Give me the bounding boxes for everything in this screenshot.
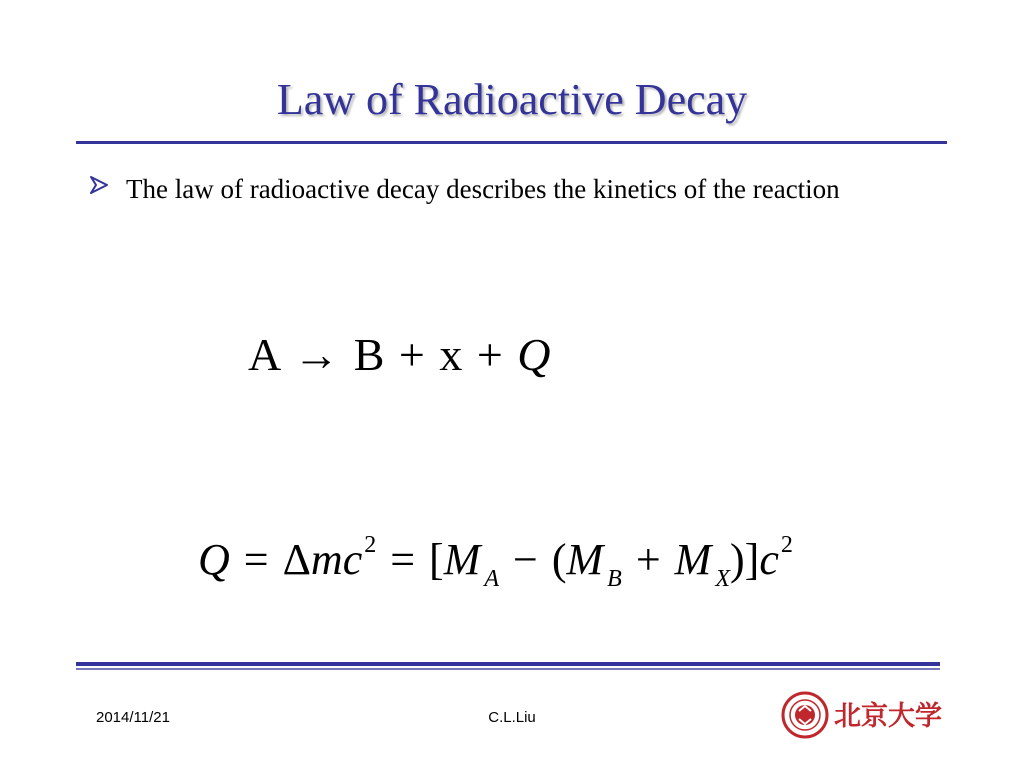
arrow-bullet-icon xyxy=(88,174,110,196)
product-x: x xyxy=(439,329,463,380)
equals-sign: = xyxy=(390,535,416,584)
reaction-arrow: → xyxy=(293,329,340,380)
energy-q: Q xyxy=(198,535,230,584)
footer-rule-thick xyxy=(76,662,940,666)
close-bracket: ] xyxy=(744,535,760,584)
plus-sign: + xyxy=(635,535,661,584)
subscript-b: B xyxy=(607,566,622,592)
subscript-x: X xyxy=(715,566,730,592)
energy-equation xyxy=(198,510,793,614)
footer-author: C.L.Liu xyxy=(488,709,536,726)
mass-m-b: M xyxy=(566,535,604,584)
reactant-a: A xyxy=(248,329,279,380)
open-paren: ( xyxy=(551,535,567,584)
minus-sign: − xyxy=(513,535,538,584)
plus-sign: + xyxy=(476,329,503,380)
mass-m: m xyxy=(310,535,343,584)
energy-q: Q xyxy=(517,329,551,380)
close-paren: ) xyxy=(730,535,745,584)
mass-m-a: M xyxy=(443,535,481,584)
open-bracket: [ xyxy=(429,535,444,584)
reaction-equation xyxy=(248,325,551,385)
slide-title: Law of Radioactive Decay xyxy=(276,75,748,124)
subscript-a: A xyxy=(484,566,500,592)
footer-date: 2014/11/21 xyxy=(96,709,170,726)
university-seal-icon xyxy=(783,693,827,737)
peking-university-logo xyxy=(780,690,950,740)
exponent: 2 xyxy=(780,532,793,558)
delta-symbol: Δ xyxy=(282,535,311,584)
logo-wordmark: 北京大学 xyxy=(834,701,942,732)
speed-c: c xyxy=(759,535,779,584)
bullet-text: The law of radioactive decay describes the kinetics of the reaction xyxy=(126,174,840,204)
exponent: 2 xyxy=(364,532,377,558)
mass-m-x: M xyxy=(674,535,712,584)
footer-rule-thin xyxy=(76,668,940,670)
equals-sign: = xyxy=(243,535,269,584)
plus-sign: + xyxy=(398,329,425,380)
product-b: B xyxy=(353,329,385,380)
title-divider xyxy=(76,141,947,144)
speed-c: c xyxy=(342,535,363,584)
footer-divider xyxy=(76,662,940,670)
